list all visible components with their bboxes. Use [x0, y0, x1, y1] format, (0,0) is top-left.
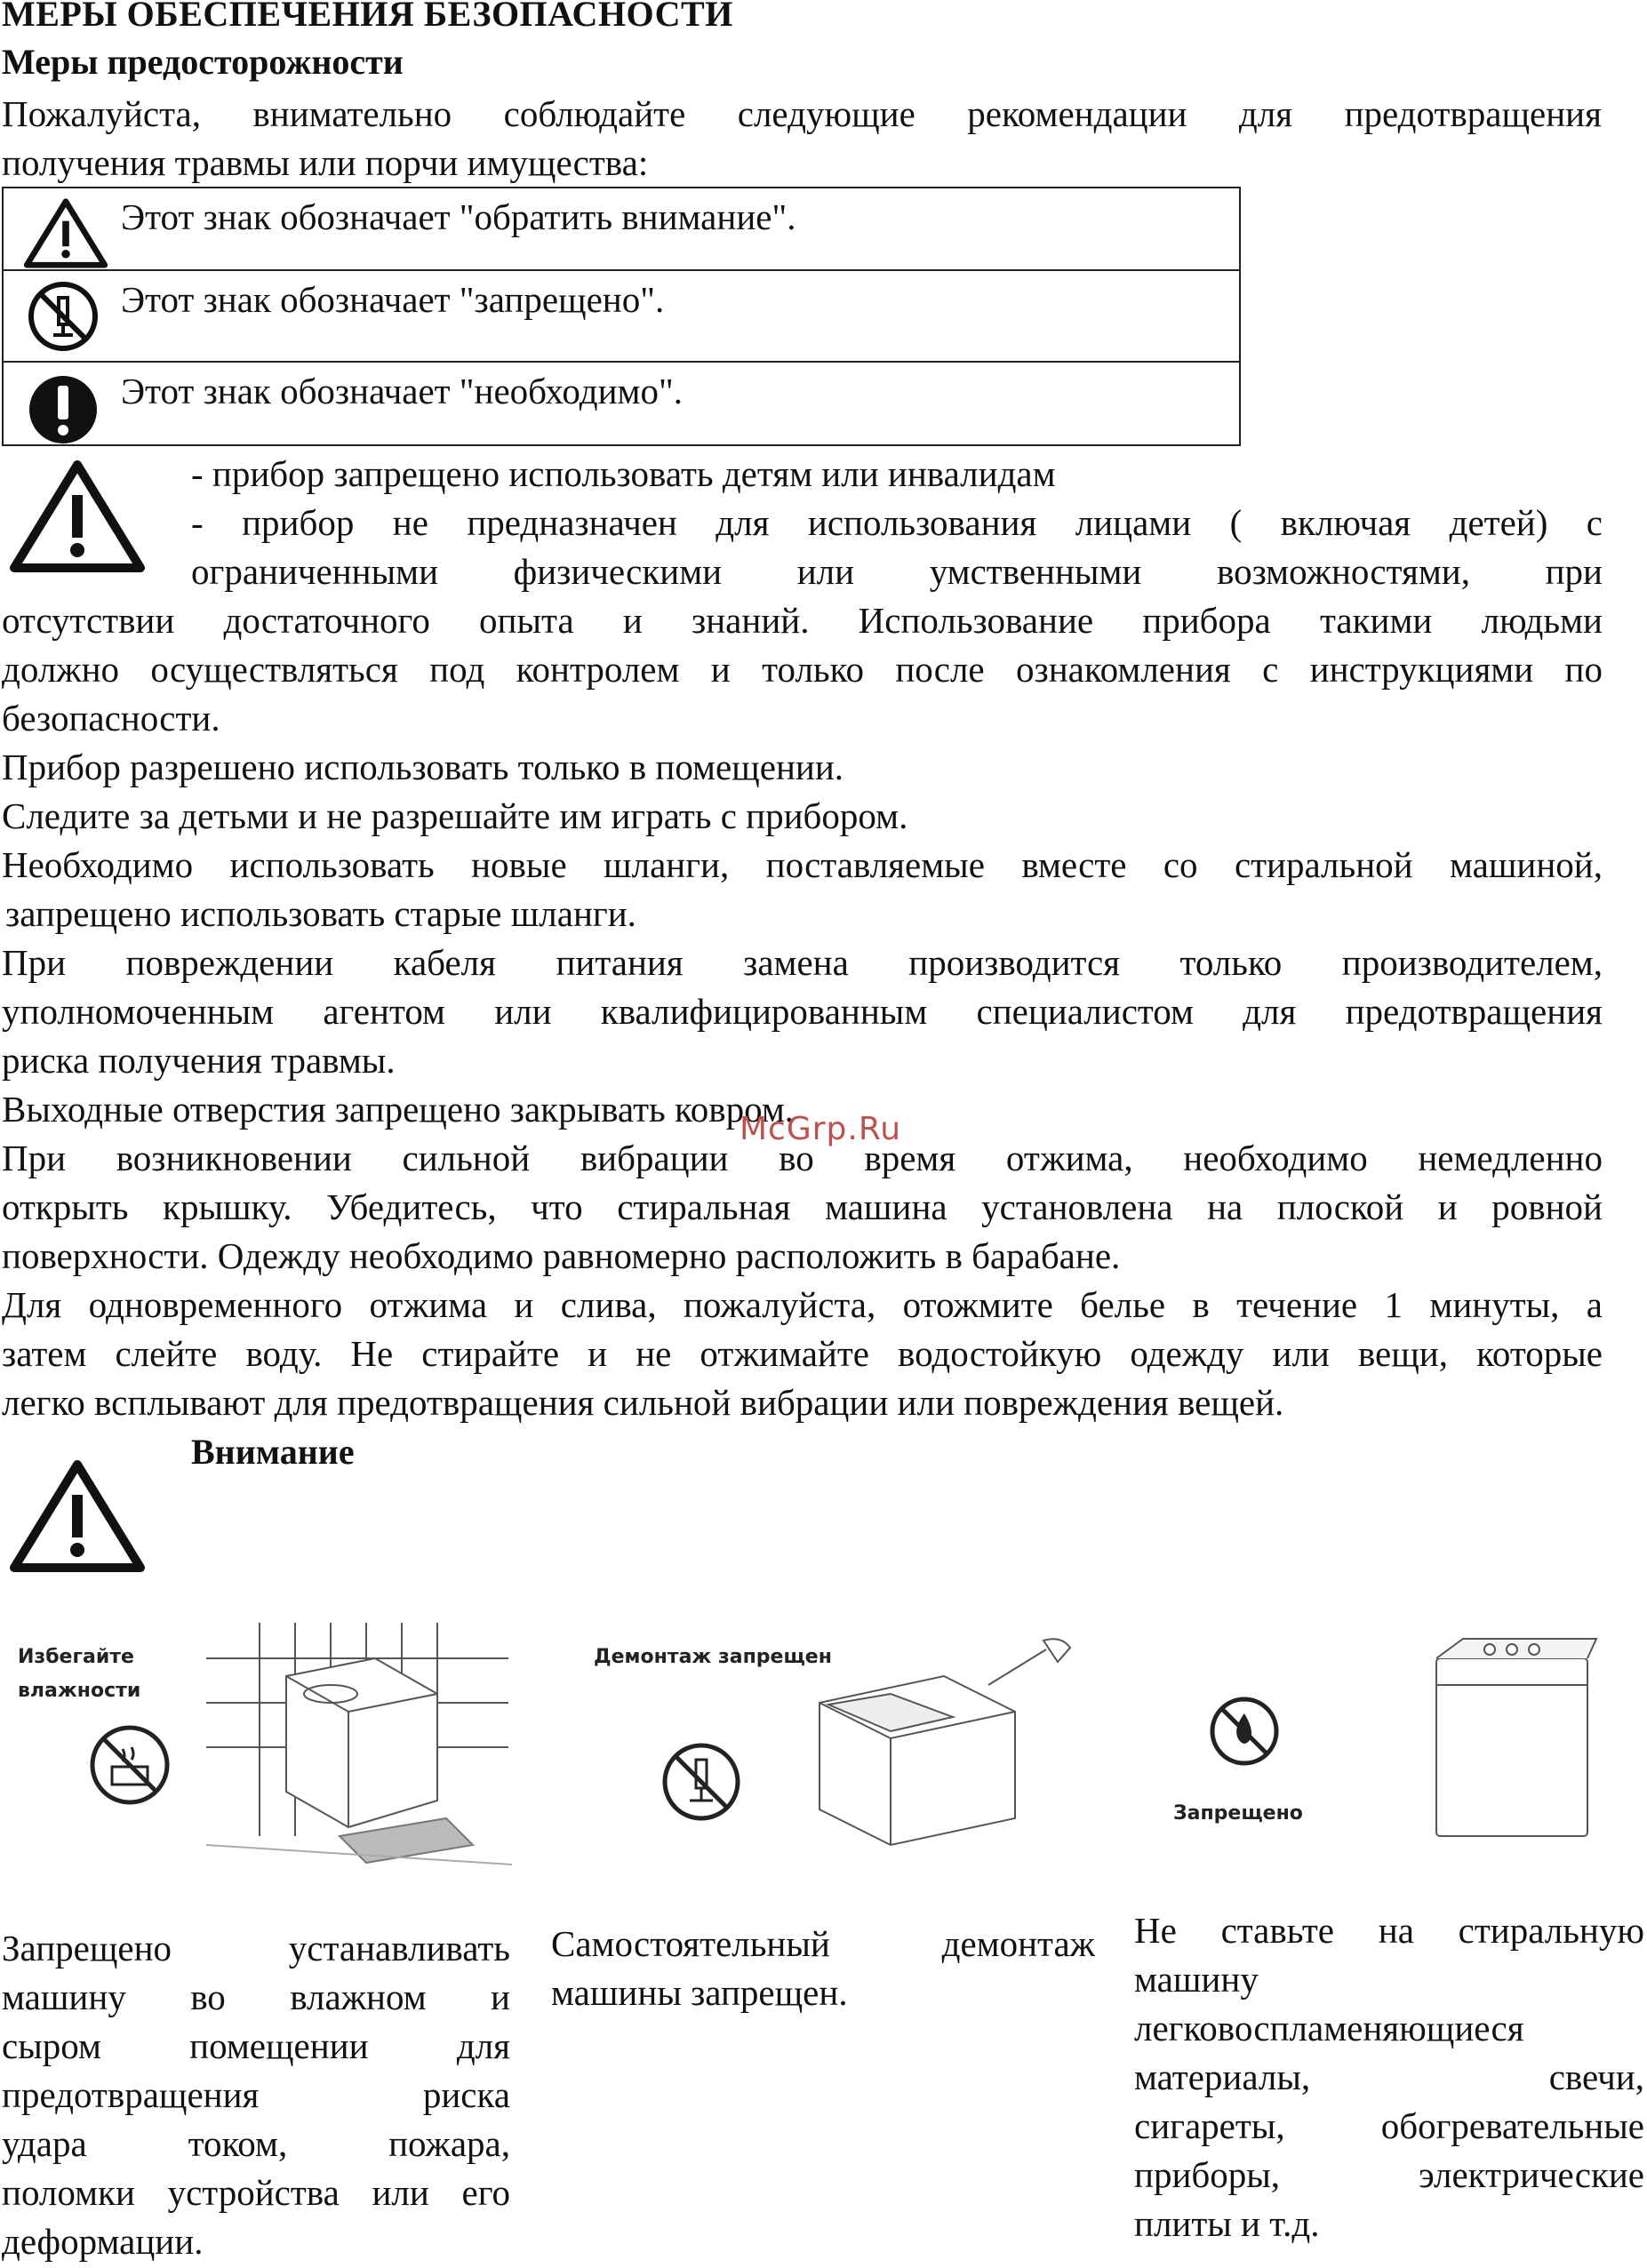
warning-triangle-icon [23, 197, 108, 273]
paragraph-line: Прибор разрешено использовать только в помещении. [2, 747, 844, 787]
caption-line: материалы, свечи, [1134, 2056, 1644, 2097]
warning-line-6: безопасности. [2, 698, 220, 739]
caption-line: удара током, пожара, [2, 2123, 510, 2164]
warning-triangle-icon [7, 1457, 148, 1577]
intro-line-2: получения травмы или порчи имущества: [2, 142, 649, 183]
paragraph-line: уполномоченным агентом или квалифицированным специалистом для предотвращения [2, 991, 1603, 1032]
washing-machine-drawing [1427, 1632, 1605, 1845]
caption-line: машину [1134, 1959, 1259, 2000]
caption-line: сыром помещении для [2, 2025, 510, 2066]
paragraph-line: Следите за детьми и не разрешайте им играть с прибором. [2, 795, 908, 836]
caption-disassembly [551, 1920, 1095, 2017]
legend-text-attention: Этот знак обозначает "обратить внимание". [121, 196, 796, 237]
paragraph-line: затем слейте воду. Не стирайте и не отжимайте водостойкую одежду или вещи, которые [2, 1333, 1603, 1374]
legend-text-prohibited: Этот знак обозначает "запрещено". [121, 279, 665, 320]
paragraph-line: поверхности. Одежду необходимо равномерно расположить в барабане. [2, 1235, 1121, 1276]
caption-line: машины запрещен. [551, 1972, 848, 2013]
symbol-legend-table [2, 187, 1241, 446]
machine-in-damp-room-drawing [206, 1623, 512, 1872]
panel-label-line: Демонтаж запрещен [594, 1646, 832, 1668]
panel-label-line: влажности [18, 1680, 141, 1702]
no-fire-icon [1207, 1694, 1282, 1773]
attention-heading: Внимание [191, 1432, 355, 1472]
illustration-no-disassembly [562, 1623, 1077, 1872]
panel-label-line: Запрещено [1173, 1802, 1303, 1825]
paragraph-line: При повреждении кабеля питания замена производится только производителем, [2, 942, 1603, 983]
paragraph-line: риска получения травмы. [2, 1040, 396, 1081]
mandatory-exclamation-icon [27, 373, 100, 451]
warning-line-4: отсутствии достаточного опыта и знаний. Использование прибора такими людьми [2, 600, 1603, 641]
paragraph-line: легко всплывают для предотвращения сильной вибрации или повреждения вещей. [2, 1382, 1284, 1423]
paragraph-line: Необходимо использовать новые шланги, поставляемые вместе со стиральной машиной, [2, 844, 1603, 885]
paragraph-line: открыть крышку. Убедитесь, что стиральная машина установлена на плоской и ровной [2, 1186, 1603, 1227]
caption-flammable [1134, 1906, 1644, 2248]
legend-row-prohibited [4, 271, 1239, 363]
no-water-icon [87, 1722, 172, 1812]
caption-line: машину во влажном и [2, 1977, 510, 2017]
prohibited-icon [27, 280, 100, 357]
warning-triangle-icon [7, 458, 148, 578]
machine-with-screwdriver-drawing [811, 1632, 1077, 1863]
caption-line: Самостоятельный демонтаж [551, 1923, 1095, 1964]
paragraph-line: Для одновременного отжима и слива, пожалуйста, отожмите белье в течение 1 минуты, а [2, 1284, 1603, 1325]
caption-line: Не ставьте на стиральную [1134, 1910, 1644, 1951]
paragraph-line: запрещено использовать старые шланги. [5, 893, 636, 934]
illustration-no-flammable [1134, 1623, 1647, 1850]
section-subtitle: Меры предосторожности [2, 42, 404, 82]
prohibited-icon [660, 1740, 743, 1828]
paragraph-line: При возникновении сильной вибрации во время отжима, необходимо немедленно [2, 1138, 1603, 1178]
caption-line: приборы, электрические [1134, 2154, 1644, 2195]
caption-line: деформации. [2, 2221, 204, 2262]
caption-line: легковоспламеняющиеся [1134, 2008, 1524, 2048]
intro-line-1: Пожалуйста, внимательно соблюдайте следующие рекомендации для предотвращения [2, 93, 1602, 134]
caption-line: Запрещено устанавливать [2, 1928, 510, 1969]
warning-line-2: - прибор не предназначен для использования лицами ( включая детей) с [191, 502, 1603, 543]
warning-line-1: - прибор запрещено использовать детям или инвалидам [191, 453, 1056, 494]
paragraph-line: Выходные отверстия запрещено закрывать ковром. [2, 1089, 795, 1130]
panel-label-line: Избегайте [18, 1646, 134, 1668]
legend-text-mandatory: Этот знак обозначает "необходимо". [121, 371, 683, 411]
warning-line-5: должно осуществляться под контролем и только после ознакомления с инструкциями по [2, 649, 1603, 690]
illustration-avoid-humidity [2, 1623, 512, 1872]
caption-line: сигареты, обогревательные [1134, 2105, 1644, 2146]
page-title: МЕРЫ ОБЕСПЕЧЕНИЯ БЕЗОПАСНОСТИ [2, 0, 733, 34]
legend-row-mandatory [4, 363, 1239, 448]
caption-line: предотвращения риска [2, 2074, 510, 2115]
caption-humidity [2, 1924, 510, 2266]
warning-line-3: ограниченными физическими или умственными возможностями, при [191, 551, 1603, 592]
caption-line: поломки устройства или его [2, 2172, 510, 2213]
caption-line: плиты и т.д. [1134, 2203, 1320, 2244]
legend-row-attention [4, 188, 1239, 271]
watermark: McGrp.Ru [740, 1111, 902, 1147]
